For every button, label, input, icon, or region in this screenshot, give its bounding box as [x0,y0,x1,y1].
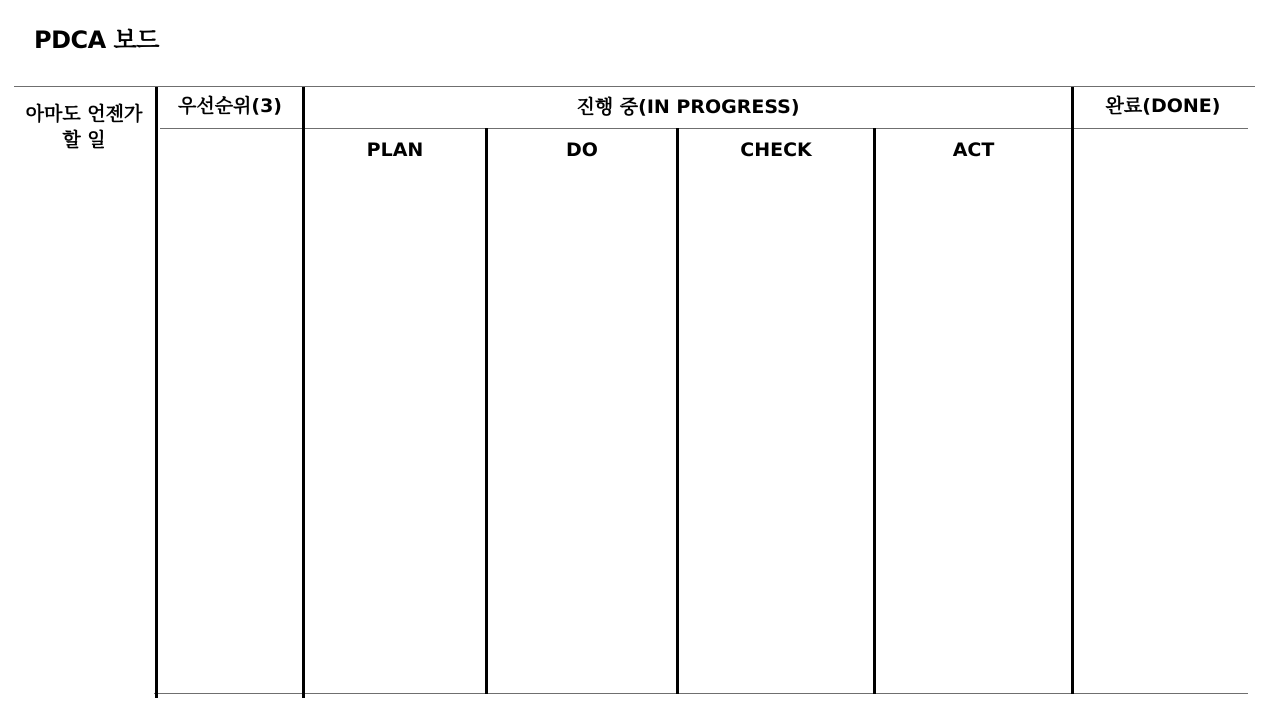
in-progress-header: 진행 중(IN PROGRESS) [576,96,800,118]
board-bottom-border [154,693,1248,694]
done-header: 완료(DONE) [1105,95,1221,117]
stage-header-do: DO [566,139,598,161]
backlog-label-line2: 할 일 [62,129,106,151]
priority-header: 우선순위(3) [177,95,282,117]
header-divider-in-progress [304,128,1074,129]
stage-header-plan: PLAN [366,139,424,161]
do-lane[interactable] [488,168,676,693]
board-top-border [14,86,1255,87]
done-lane[interactable] [1074,129,1248,693]
act-lane[interactable] [876,168,1071,693]
backlog-header [14,101,154,153]
stage-header-act: ACT [952,139,995,161]
backlog-label-line1: 아마도 언젠가 [25,103,143,125]
backlog-lane[interactable] [14,160,154,693]
check-lane[interactable] [679,168,873,693]
plan-lane[interactable] [305,168,485,693]
priority-lane[interactable] [158,129,302,693]
board-title: PDCA 보드 [34,26,159,54]
stage-header-check: CHECK [740,139,812,161]
